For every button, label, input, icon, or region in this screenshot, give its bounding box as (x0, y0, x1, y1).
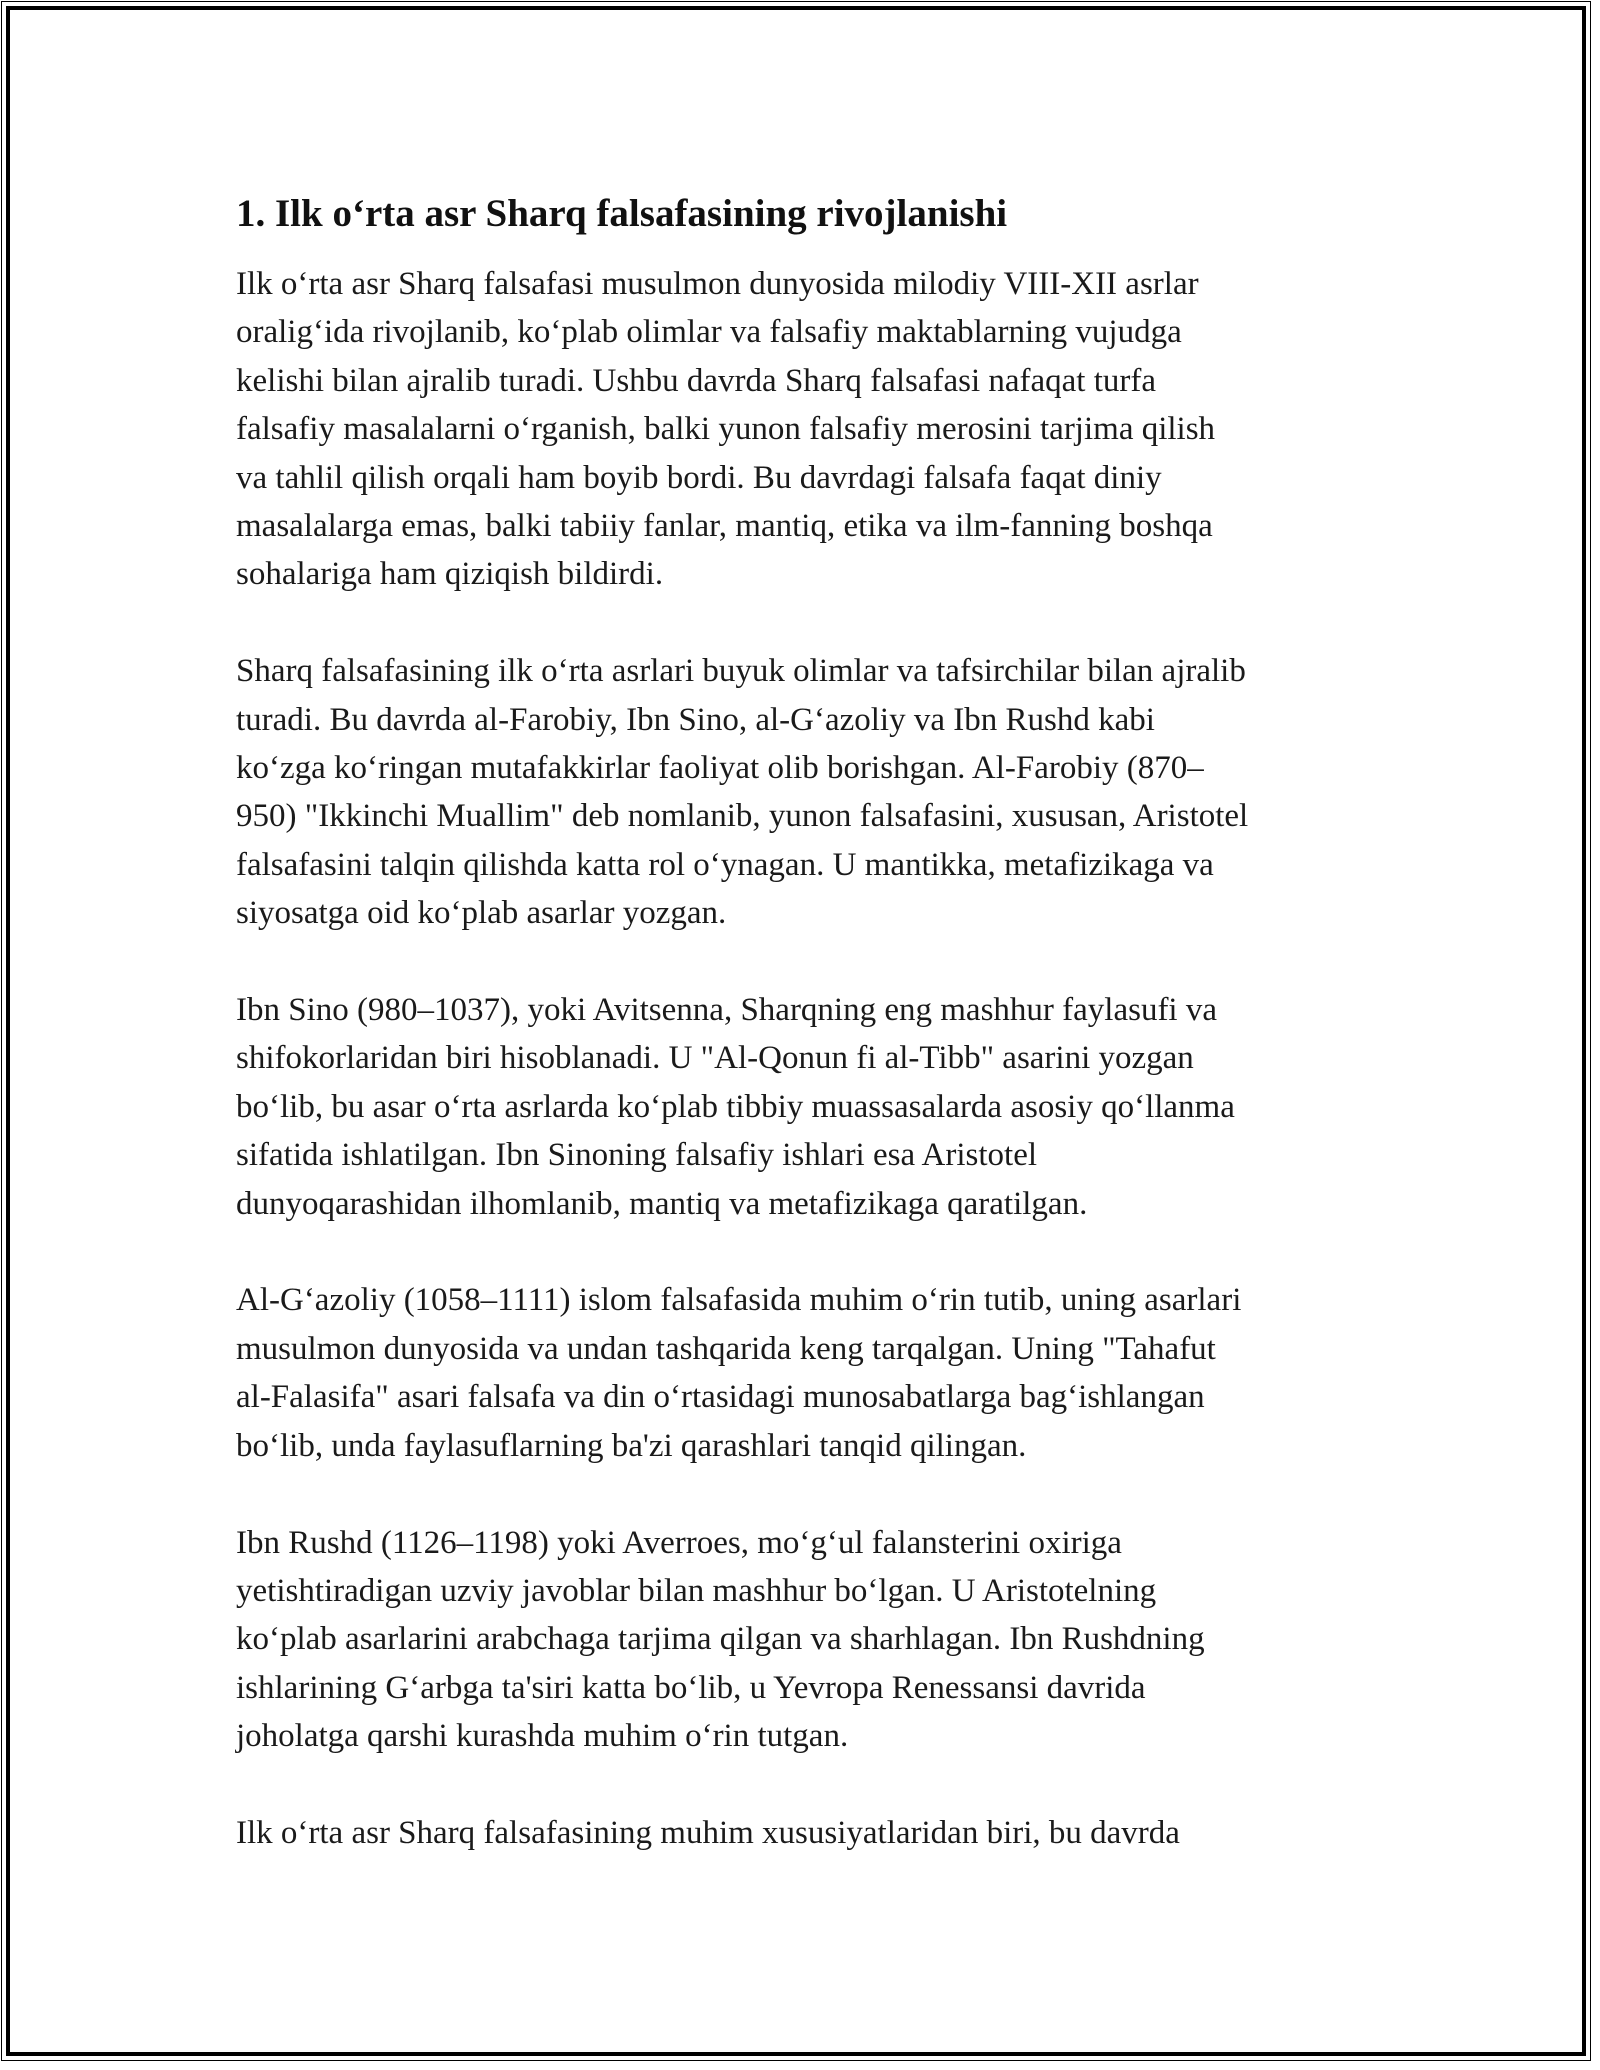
paragraph-ibn-sino: Ibn Sino (980–1037), yoki Avitsenna, Sharqning eng mashhur faylasufi va shifokorlaridan biri hisoblanadi. U "Al-Qonun fi al-Tibb" asarini yozgan bo‘lib, bu asar o‘rta asrlarda ko‘plab tibbiy muassasalarda asosiy qo‘llanma sifatida ishlatilgan. Ibn Sinoning falsafiy ishlari esa Aristotel dunyoqarashidan ilhomlanib, mantiq va metafizikaga qaratilgan. (236, 992, 1235, 1222)
document-body (236, 188, 1366, 1906)
section-heading: 1. Ilk o‘rta asr Sharq falsafasining rivojlanishi (236, 192, 1008, 235)
paragraph-scholars: Sharq falsafasining ilk o‘rta asrlari buyuk olimlar va tafsirchilar bilan ajralib turadi. Bu davrda al-Farobiy, Ibn Sino, al-G‘azoliy va Ibn Rushd kabi ko‘zga ko‘ringan mutafakkirlar faoliyat olib borishgan. Al-Farobiy (870– 950) "Ikkinchi Muallim" deb nomlanib, yunon falsafasini, xususan, Aristotel falsafasini talqin qilishda katta rol o‘ynagan. U mantikka, metafizikaga va siyosatga oid ko‘plab asarlar yozgan. (236, 653, 1249, 932)
paragraph-ibn-rushd: Ibn Rushd (1126–1198) yoki Averroes, mo‘g‘ul falansterini oxiriga yetishtiradigan uzviy javoblar bilan mashhur bo‘lgan. U Aristotelning ko‘plab asarlarini arabchaga tarjima qilgan va sharhlagan. Ibn Rushdning ishlarining G‘arbga ta'siri katta bo‘lib, u Yevropa Renessansi davrida joholatga qarshi kurashda muhim o‘rin tutgan. (236, 1524, 1205, 1755)
paragraph-features: Ilk o‘rta asr Sharq falsafasining muhim xususiyatlaridan biri, bu davrda (236, 1814, 1180, 1851)
paragraph-intro: Ilk o‘rta asr Sharq falsafasi musulmon dunyosida milodiy VIII-XII asrlar oralig‘ida rivojlanib, ko‘plab olimlar va falsafiy maktablarning vujudga kelishi bilan ajralib turadi. Ushbu davrda Sharq falsafasi nafaqat turfa falsafiy masalalarni o‘rganish, balki yunon falsafiy merosini tarjima qilish va tahlil qilish orqali ham boyib bordi. Bu davrdagi falsafa faqat diniy masalalarga emas, balki tabiiy fanlar, mantiq, etika va ilm-fanning boshqa sohalariga ham qiziqish bildirdi. (236, 266, 1216, 593)
paragraph-al-gazoliy: Al-G‘azoliy (1058–1111) islom falsafasida muhim o‘rin tutib, uning asarlari musulmon dunyosida va undan tashqarida keng tarqalgan. Uning "Tahafut al-Falasifa" asari falsafa va din o‘rtasidagi munosabatlarga bag‘ishlangan bo‘lib, unda faylasuflarning ba'zi qarashlari tanqid qilingan. (236, 1282, 1242, 1464)
